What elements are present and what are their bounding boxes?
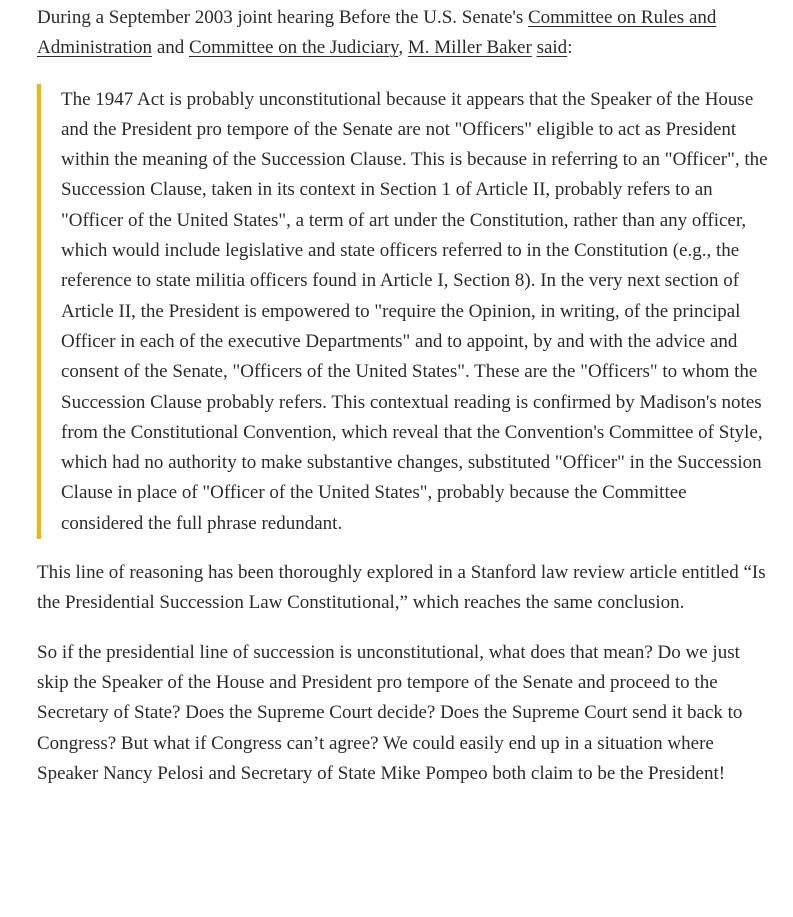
article-body [37,3,767,808]
committee-judiciary-link[interactable]: Committee on the Judiciary [189,37,399,59]
intro-text: : [567,37,573,59]
said-link[interactable]: said [536,37,568,59]
intro-text: , [398,37,408,59]
testimony-blockquote [37,84,771,539]
miller-baker-link[interactable]: M. Miller Baker [407,37,532,59]
intro-text: During a September 2003 joint hearing Before the U.S. Senate's [37,7,528,28]
committee-rules-link[interactable]: Committee on Rules and Administration [37,7,717,59]
intro-text: and [152,37,189,59]
succession-question-paragraph: So if the presidential line of succession is unconstitutional, what does that mean? Do we just skip the Speaker of the House and President pro tempore of the Senate and proceed to the Secretary of State? Does the Supreme Court decide? Does the Supreme Court send it back to Congress? But what if Congress can’t agree? We could easily end up in a situation where Speaker Nancy Pelosi and Secretary of State Mike Pompeo both claim to be the President! [37,641,743,784]
quote-text: The 1947 Act is probably unconstitutional because it appears that the Speaker of the House and the President pro tempore of the Senate are not "Officers" eligible to act as President within the meaning of the Succession Clause. This is because in referring to an "Officer", the Succession Clause, taken in its context in Section 1 of Article II, probably refers to an "Officer of the United States", a term of art under the Constitution, rather than any officer, which would include legislative and state officers referred to in the Constitution (e.g., the reference to state militia officers found in Article I, Section 8). In the very next section of Article II, the President is empowered to "require the Opinion, in writing, of the principal Officer in each of the executive Departments" and to appoint, by and with the advice and consent of the Senate, "Officers of the United States". These are the "Officers" to whom the Succession Clause probably refers. This contextual reading is confirmed by Madison's notes from the Constitutional Convention, which reveal that the Convention's Committee of Style, which had no authority to make substantive changes, substituted "Officer" in the Succession Clause in place of "Officer of the United States", probably because the Committee considered the full phrase redundant. [61,88,768,534]
stanford-paragraph: This line of reasoning has been thoroughly explored in a Stanford law review article entitled “Is the Presidential Succession Law Constitutional,” which reaches the same conclusion. [37,562,766,614]
intro-paragraph [37,3,767,64]
